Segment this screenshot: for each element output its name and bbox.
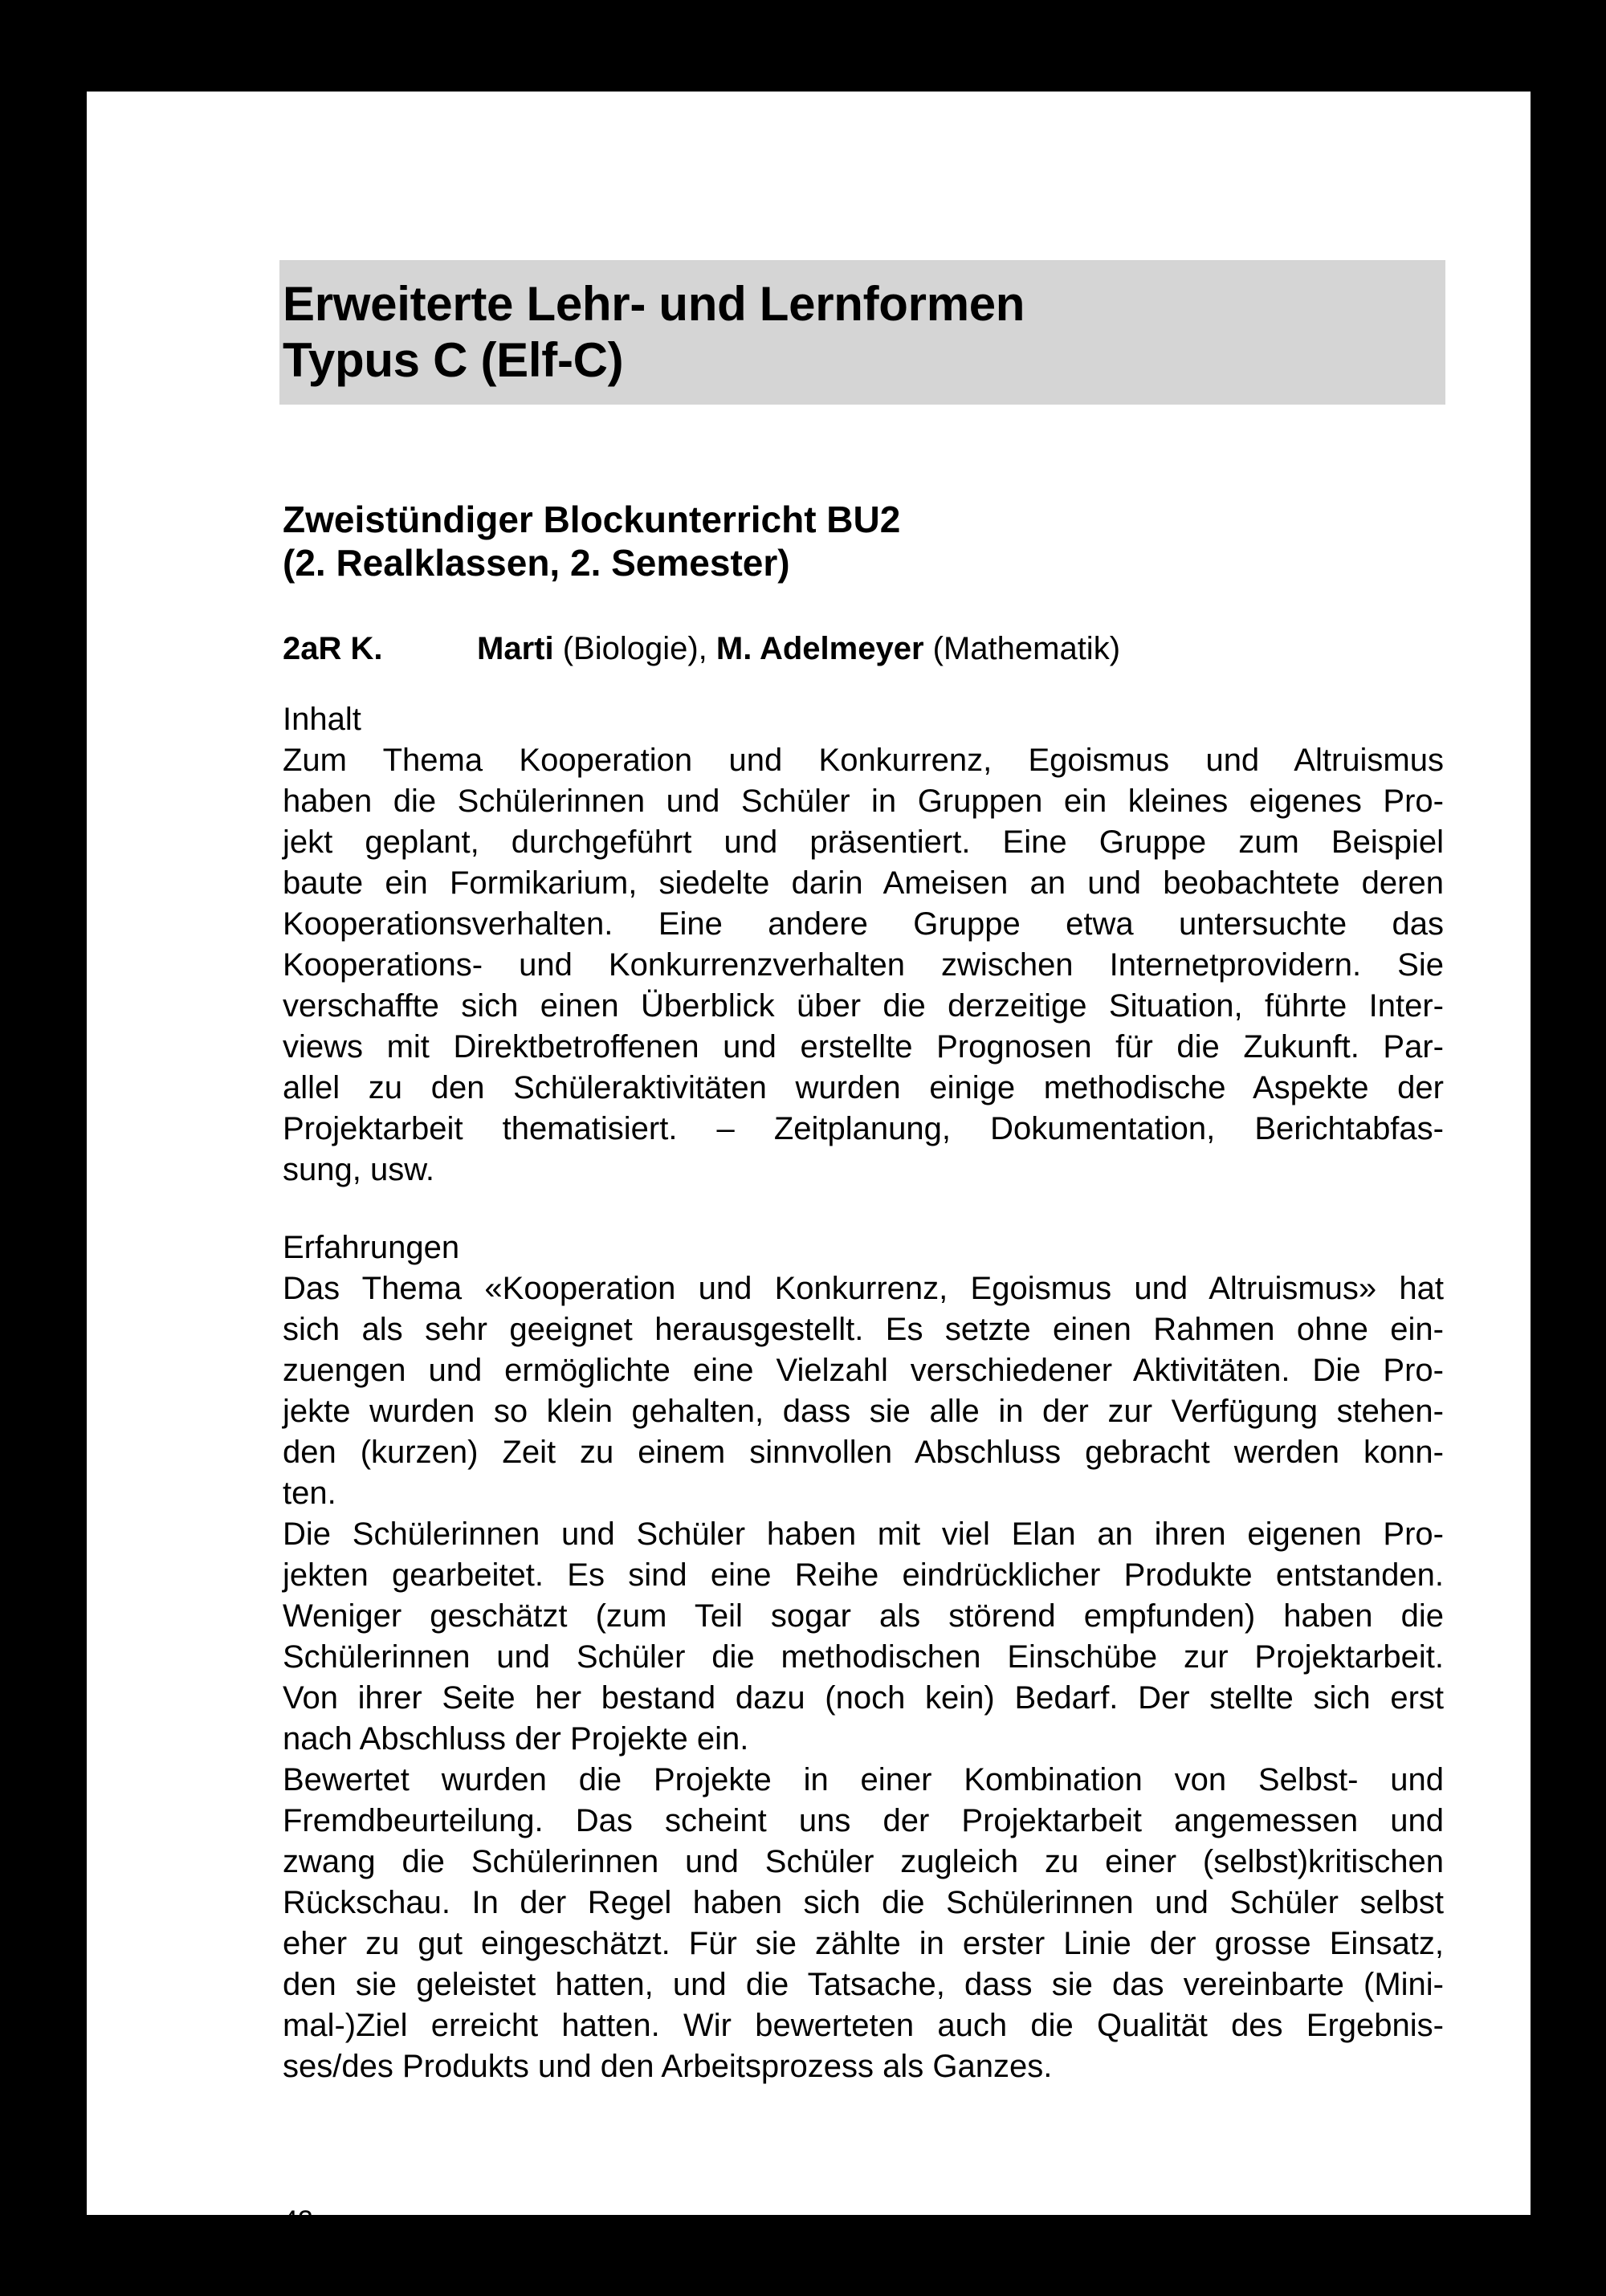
paragraph-heading: Inhalt bbox=[283, 702, 361, 737]
text-line: jekte wurden so klein gehalten, dass sie alle in der zur Verfügung stehen- bbox=[283, 1394, 1444, 1429]
text-line: verschaffte sich einen Überblick über die derzeitige Situation, führte Inter- bbox=[283, 988, 1444, 1024]
text-line: zwang die Schülerinnen und Schüler zugleich zu einer (selbst)kritischen bbox=[283, 1844, 1444, 1879]
text-line: ses/des Produkts und den Arbeitsprozess als Ganzes. bbox=[283, 2049, 1053, 2084]
section-heading-line-2: (2. Realklassen, 2. Semester) bbox=[283, 542, 790, 584]
text-line: eher zu gut eingeschätzt. Für sie zählte in erster Linie der grosse Einsatz, bbox=[283, 1926, 1444, 1961]
text-line: Schülerinnen und Schüler die methodischen Einschübe zur Projektarbeit. bbox=[283, 1639, 1444, 1675]
text-line: Weniger geschätzt (zum Teil sogar als störend empfunden) haben die bbox=[283, 1598, 1444, 1634]
teacher-list bbox=[477, 629, 1120, 669]
teacher-1-name: Marti bbox=[477, 631, 554, 666]
text-line: haben die Schülerinnen und Schüler in Gruppen ein kleines eigenes Pro- bbox=[283, 784, 1444, 819]
teacher-2-subject: (Mathematik) bbox=[923, 631, 1121, 666]
text-line: Projektarbeit thematisiert. – Zeitplanung, Dokumentation, Berichtabfas- bbox=[283, 1111, 1444, 1146]
text-line: den (kurzen) Zeit zu einem sinnvollen Abschluss gebracht werden konn- bbox=[283, 1435, 1444, 1470]
paragraph-heading: Erfahrungen bbox=[283, 1230, 460, 1265]
text-line: Von ihrer Seite her bestand dazu (noch kein) Bedarf. Der stellte sich erst bbox=[283, 1680, 1444, 1716]
text-line: jekt geplant, durchgeführt und präsentiert. Eine Gruppe zum Beispiel bbox=[283, 824, 1444, 860]
text-line: views mit Direktbetroffenen und erstellte Prognosen für die Zukunft. Par- bbox=[283, 1029, 1444, 1065]
text-line: allel zu den Schüleraktivitäten wurden einige methodische Aspekte der bbox=[283, 1070, 1444, 1105]
teacher-2-name: M. Adelmeyer bbox=[715, 631, 924, 666]
class-code: 2aR K. bbox=[283, 631, 383, 666]
text-line: Fremdbeurteilung. Das scheint uns der Projektarbeit angemessen und bbox=[283, 1803, 1444, 1838]
section-inhalt bbox=[283, 699, 1444, 1191]
text-line: sich als sehr geeignet herausgestellt. Es setzte einen Rahmen ohne ein- bbox=[283, 1312, 1444, 1347]
text-line: baute ein Formikarium, siedelte darin Ameisen an und beobachtete deren bbox=[283, 865, 1444, 901]
text-line: nach Abschluss der Projekte ein. bbox=[283, 1721, 749, 1757]
text-line: sung, usw. bbox=[283, 1152, 435, 1187]
text-line: Bewertet wurden die Projekte in einer Kombination von Selbst- und bbox=[283, 1762, 1444, 1797]
text-line: Die Schülerinnen und Schüler haben mit viel Elan an ihren eigenen Pro- bbox=[283, 1516, 1444, 1552]
text-line: Rückschau. In der Regel haben sich die Schülerinnen und Schüler selbst bbox=[283, 1885, 1444, 1920]
text-line: Kooperationsverhalten. Eine andere Gruppe etwa untersuchte das bbox=[283, 906, 1444, 942]
section-erfahrungen bbox=[283, 1227, 1444, 2087]
document-page bbox=[87, 92, 1531, 2236]
page-title-line-1: Erweiterte Lehr- und Lernformen bbox=[283, 277, 1025, 331]
section-heading-line-1: Zweistündiger Blockunterricht BU2 bbox=[283, 499, 901, 540]
text-line: Kooperations- und Konkurrenzverhalten zwischen Internetprovidern. Sie bbox=[283, 947, 1444, 983]
title-banner bbox=[279, 260, 1445, 405]
text-line: ten. bbox=[283, 1476, 336, 1511]
text-line: mal-)Ziel erreicht hatten. Wir bewerteten auch die Qualität des Ergebnis- bbox=[283, 2008, 1444, 2043]
page-title-line-2: Typus C (Elf-C) bbox=[283, 333, 624, 387]
teacher-1-subject: (Biologie), bbox=[553, 631, 716, 666]
text-line: zuengen und ermöglichte eine Vielzahl verschiedener Aktivitäten. Die Pro- bbox=[283, 1353, 1444, 1388]
text-line: Zum Thema Kooperation und Konkurrenz, Egoismus und Altruismus bbox=[283, 743, 1444, 778]
page-number: 42 bbox=[283, 2205, 313, 2236]
text-line: jekten gearbeitet. Es sind eine Reihe eindrücklicher Produkte entstanden. bbox=[283, 1557, 1444, 1593]
text-line: Das Thema «Kooperation und Konkurrenz, Egoismus und Altruismus» hat bbox=[283, 1271, 1444, 1306]
text-line: den sie geleistet hatten, und die Tatsache, dass sie das vereinbarte (Mini- bbox=[283, 1967, 1444, 2002]
